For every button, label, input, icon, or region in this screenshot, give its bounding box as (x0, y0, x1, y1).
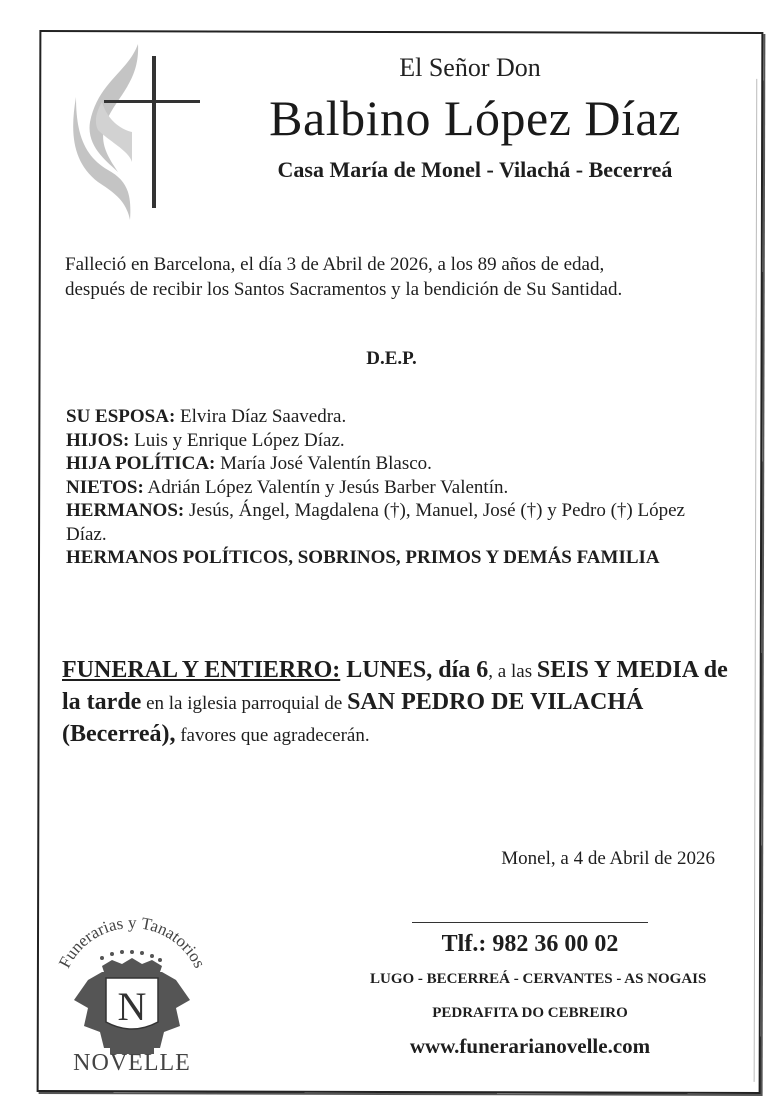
funeral-label: FUNERAL Y ENTIERRO: (62, 657, 341, 683)
family-text: María José Valentín Blasco. (215, 453, 432, 474)
funeral-day: LUNES, (340, 657, 433, 683)
locations-line-2: PEDRAFITA DO CEBREIRO (432, 1005, 628, 1021)
website: www.funerarianovelle.com (409, 1034, 651, 1058)
seal-arc-text: Funerarias y Tanatorios (54, 912, 210, 971)
honorific: El Señor Don (399, 53, 541, 82)
header (200, 52, 750, 184)
family-text: Adrián López Valentín y Jesús Barber Valentín. (143, 476, 509, 498)
family-label: NIETOS: (66, 476, 144, 498)
death-notice-line-1: Falleció en Barcelona, el día 3 de Abril de 2026, a los 89 años de edad, (65, 254, 605, 275)
family-row-children (66, 429, 736, 453)
family-list (66, 405, 736, 570)
death-notice-line-2: después de recibir los Santos Sacramentos y la bendición de Su Santidad. (65, 279, 623, 300)
family-row-grandchildren (66, 476, 736, 500)
place-date: Monel, a 4 de Abril de 2026 (501, 848, 715, 869)
phone-number: Tlf.: 982 36 00 02 (441, 931, 619, 957)
family-label: HERMANOS: (66, 500, 185, 521)
funeral-text-2: en la iglesia parroquial de (141, 693, 348, 714)
funeral-date: día 6 (432, 657, 489, 683)
dep-label: D.E.P. (366, 348, 417, 369)
cross-flame-icon (68, 42, 208, 222)
funeral-details (62, 655, 732, 751)
funeral-text-3: favores que agradecerán. (175, 725, 370, 746)
funeral-text-1: , a las (488, 661, 537, 682)
divider (412, 922, 648, 923)
family-label: HIJA POLÍTICA: (66, 453, 216, 474)
death-notice (65, 252, 735, 302)
family-row-spouse (66, 405, 736, 429)
funeral-church: SAN PEDRO DE VILACHÁ (347, 689, 644, 715)
family-label: HERMANOS POLÍTICOS, SOBRINOS, PRIMOS Y DEMÁS FAMILIA (66, 547, 660, 568)
family-label: SU ESPOSA: (66, 406, 176, 427)
locations-line-1: LUGO - BECERREÁ - CERVANTES - AS NOGAIS (370, 971, 707, 987)
house-location: Casa María de Monel - Vilachá - Becerreá (277, 157, 673, 182)
family-text: Elvira Díaz Saavedra. (175, 406, 347, 427)
family-row-extended (66, 546, 686, 570)
family-text: Luis y Enrique López Díaz. (129, 429, 345, 451)
seal-letter: N (117, 984, 147, 1029)
funeral-town: (Becerreá), (62, 721, 176, 747)
family-row-siblings (66, 499, 716, 546)
funeral-home-seal-logo (40, 908, 220, 1073)
family-row-daughter-in-law (66, 452, 736, 476)
funeral-home-contact (370, 922, 707, 1059)
funeral-time: SEIS Y MEDIA de la tarde (62, 657, 728, 715)
family-label: HIJOS: (66, 429, 130, 451)
seal-name: NOVELLE (73, 1050, 191, 1073)
deceased-name: Balbino López Díaz (269, 90, 681, 146)
frame-inner-line (754, 79, 758, 1082)
family-text: Jesús, Ángel, Magdalena (†), Manuel, José (†) y Pedro (†) López Díaz. (66, 500, 685, 545)
